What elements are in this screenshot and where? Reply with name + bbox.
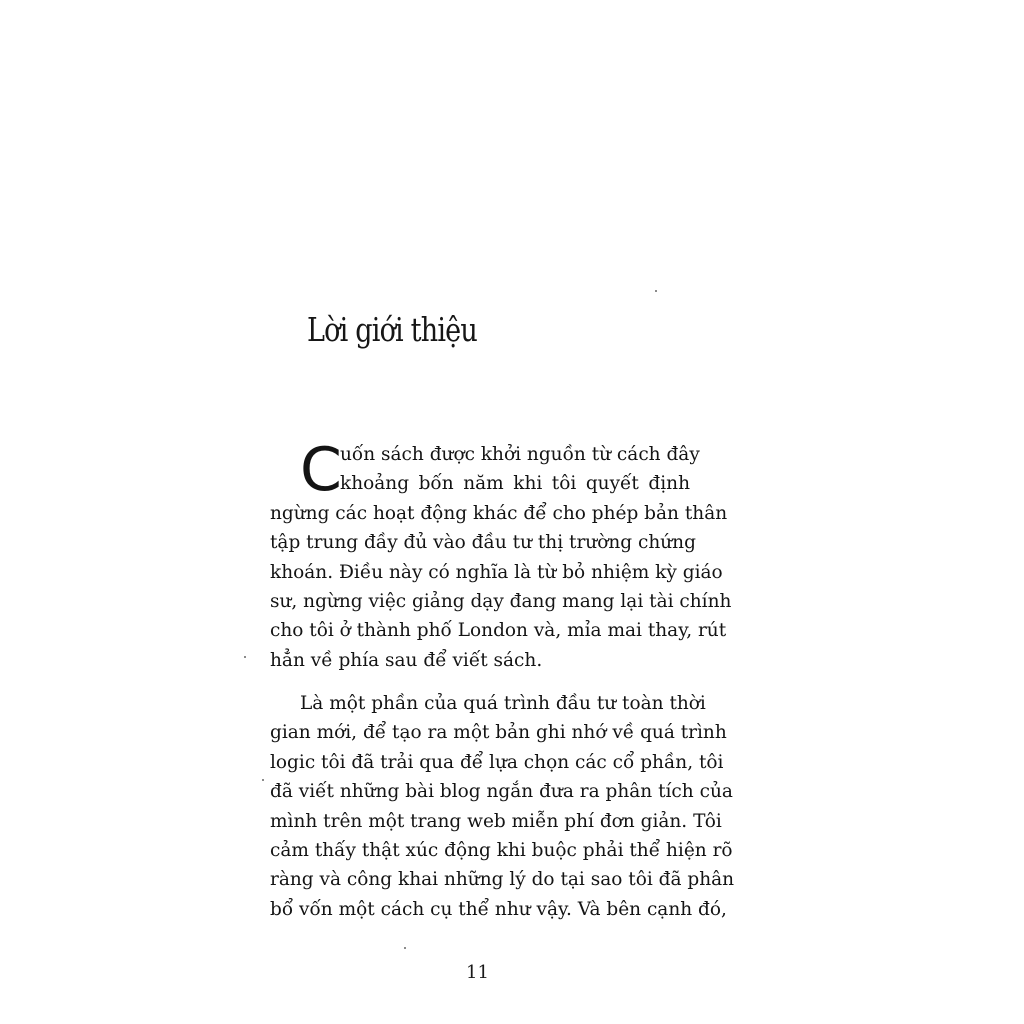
paragraph-2-line: đã viết những bài blog ngắn đưa ra phân tích của xyxy=(270,781,733,803)
paragraph-1-line: uốn sách được khởi nguồn từ cách đây xyxy=(340,444,700,465)
chapter-title: Lời giới thiệu xyxy=(307,310,477,349)
paragraph-2-line: ràng và công khai những lý do tại sao tôi đã phân xyxy=(270,869,735,891)
paragraph-2-line: gian mới, để tạo ra một bản ghi nhớ về quá trình xyxy=(270,722,727,744)
paragraph-1 xyxy=(270,435,732,675)
paragraph-1-line: sư, ngừng việc giảng dạy đang mang lại tài chính xyxy=(270,590,732,612)
paragraph-2 xyxy=(270,689,735,924)
paragraph-2-line: mình trên một trang web miễn phí đơn giản. Tôi xyxy=(270,810,722,832)
paragraph-1-line: cho tôi ở thành phố London và, mỉa mai thay, rút xyxy=(270,620,727,642)
paragraph-2-line: bổ vốn một cách cụ thể như vậy. Và bên cạnh đó, xyxy=(270,898,727,920)
scan-speck xyxy=(262,779,264,781)
scan-speck xyxy=(655,290,657,292)
paragraph-2-line: logic tôi đã trải qua để lựa chọn các cổ phần, tôi xyxy=(270,751,724,773)
paragraph-1-line: ngừng các hoạt động khác để cho phép bản thân xyxy=(270,502,728,524)
scan-speck xyxy=(404,947,406,949)
paragraph-1-line: tập trung đầy đủ vào đầu tư thị trường chứng xyxy=(270,532,696,554)
scan-speck xyxy=(244,656,246,658)
drop-cap-letter: C xyxy=(300,435,342,505)
page-number: 11 xyxy=(466,962,489,983)
paragraph-1-line: khoán. Điều này có nghĩa là từ bỏ nhiệm kỳ giáo xyxy=(270,561,723,583)
paragraph-2-line: cảm thấy thật xúc động khi buộc phải thể hiện rõ xyxy=(270,839,733,861)
paragraph-1-line: khoảng bốn năm khi tôi quyết định xyxy=(340,473,690,495)
paragraph-1-line: hẳn về phía sau để viết sách. xyxy=(270,649,543,671)
paragraph-2-line: Là một phần của quá trình đầu tư toàn thời xyxy=(300,693,706,714)
